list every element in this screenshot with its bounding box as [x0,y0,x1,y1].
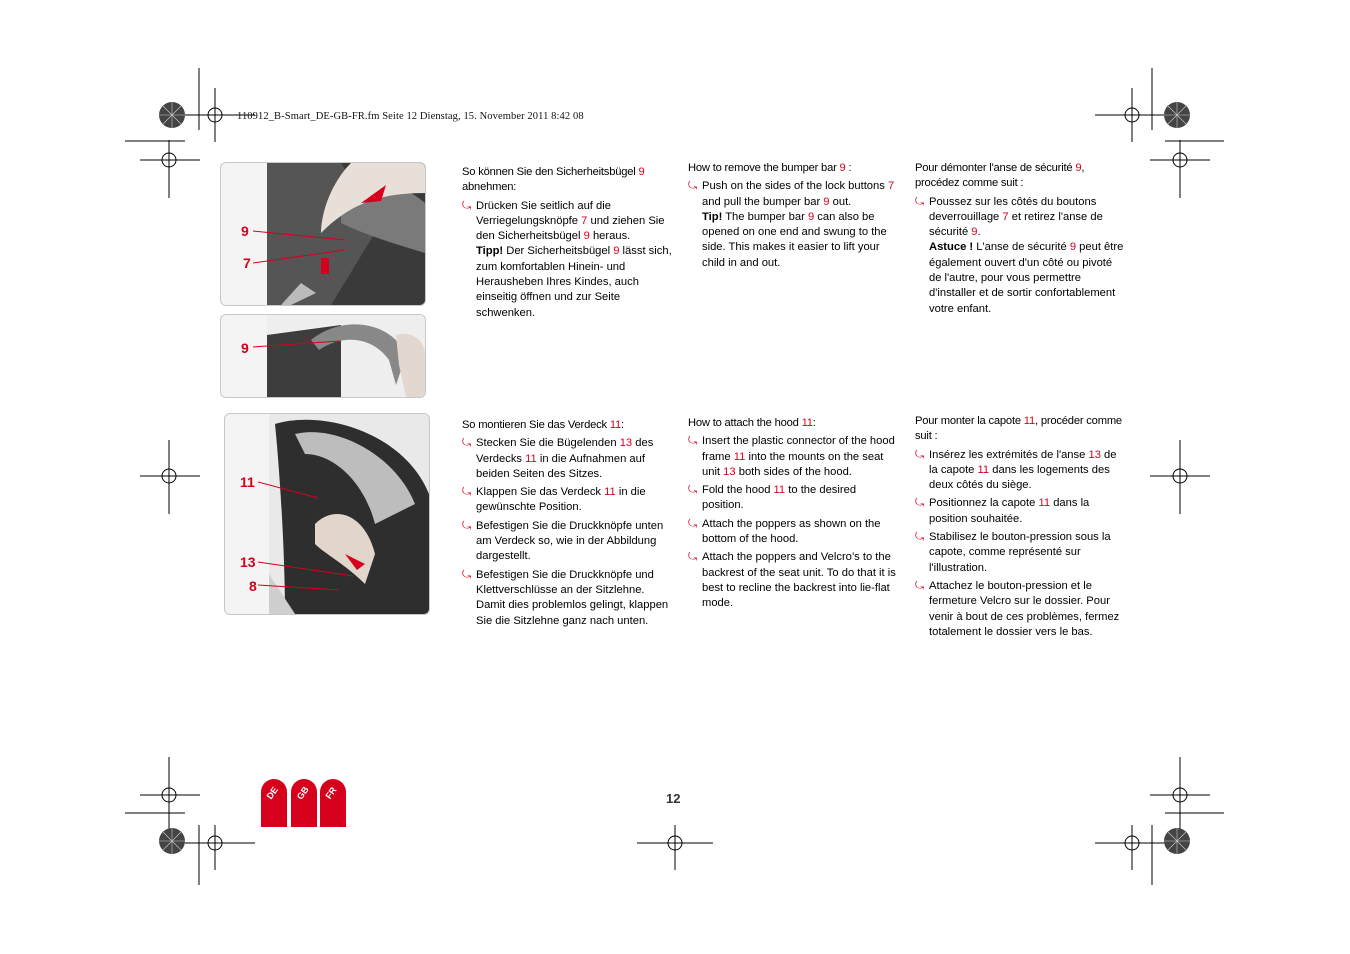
section-heading: So montieren Sie das Verdeck 11: [462,419,624,431]
callout-leader-lines-3 [258,478,378,598]
step-arrow-icon: ⤿ [915,448,925,461]
instruction-item: ⤿ Poussez sur les côtés du boutons deverrouillage 7 et retirez l'anse de sécurité 9. Astuce ! L'anse de sécurité 9 peut être également ouvert d'un côté ou pivoté de l'autre, pour vous permettre d'installer et de sortir confortablement votre enfant. [915,195,1124,315]
instruction-item: ⤿ Stabilisez le bouton-pression sous la capote, comme représenté sur l'illustration. [915,531,1111,574]
instruction-item: ⤿ Drücken Sie seitlich auf die Verriegelungsknöpfe 7 und ziehen Sie den Sicherheitsbügel 9 heraus. Tipp! Der Sicherheitsbügel 9 lässt sich, zum komfortablen Hinein- und Herausheben Ihres Kindes, auch einseitig öffnen und zur Seite schwenken. [462,199,672,319]
instruction-item: ⤿ Klappen Sie das Verdeck 11 in die gewünschte Position. [462,486,646,514]
instruction-item: ⤿ Attach the poppers and Velcro’s to the backrest of the seat unit. To do that it is best to recline the backrest into lie-flat mode. [688,551,896,610]
attach-fr [915,414,1125,643]
language-tab-gb: GB [291,779,317,827]
step-arrow-icon: ⤿ [915,497,925,510]
instruction-item: ⤿ Insert the plastic connector of the hood frame 11 into the mounts on the seat unit 13 both sides of the hood. [688,435,895,478]
instruction-item: ⤿ Attach the poppers as shown on the bottom of the hood. [688,517,881,546]
instruction-item: ⤿ Befestigen Sie die Druckknöpfe und Klettverschlüsse an der Sitzlehne. Damit dies problemlos gelingt, klappen Sie die Sitzlehne ganz nach unten. [462,568,669,627]
remove-de [462,165,672,324]
step-arrow-icon: ⤿ [462,519,472,532]
callout-9-fig2: 9 [241,340,249,356]
section-heading: Pour démonter l'anse de sécurité 9, procédez comme suit : [915,162,1085,190]
callout-leader-lines-1 [250,225,470,295]
instruction-item: ⤿ Fold the hood 11 to the desired position. [688,484,857,512]
step-arrow-icon: ⤿ [462,486,472,499]
step-arrow-icon: ⤿ [915,579,925,592]
language-tab-fr: FR [320,779,346,827]
callout-13: 13 [240,554,256,570]
instruction-item: ⤿ Positionnez la capote 11 dans la position souhaitée. [915,497,1090,525]
step-arrow-icon: ⤿ [915,195,925,208]
callout-9: 9 [241,223,249,239]
instruction-item: ⤿ Befestigen Sie die Druckknöpfe unten am Verdeck so, wie in der Abbildung dargestellt. [462,519,664,563]
step-arrow-icon: ⤿ [688,180,698,193]
step-arrow-icon: ⤿ [688,435,698,448]
callout-7: 7 [243,255,251,271]
print-header: 110912_B-Smart_DE-GB-FR.fm Seite 12 Dienstag, 15. November 2011 8:42 08 [237,111,584,122]
remove-en [688,161,898,274]
callout-leader-lines-2 [250,338,350,358]
callout-8: 8 [249,578,257,594]
step-arrow-icon: ⤿ [462,437,472,450]
step-arrow-icon: ⤿ [688,551,698,564]
section-heading: How to remove the bumper bar 9 : [688,162,852,174]
remove-fr [915,161,1125,320]
section-heading: So können Sie den Sicherheitsbügel 9 abnehmen: [462,166,645,194]
section-heading: How to attach the hood 11: [688,417,816,429]
page-number: 12 [666,791,681,806]
step-arrow-icon: ⤿ [915,531,925,544]
instruction-item: ⤿ Insérez les extrémités de l'anse 13 de la capote 11 dans les logements des deux côtés du siège. [915,448,1117,492]
section-heading: Pour monter la capote 11, procéder comme suit : [915,415,1122,443]
instruction-item: ⤿ Stecken Sie die Bügelenden 13 des Verdecks 11 in die Aufnahmen auf beiden Seiten des Sitzes. [462,437,654,480]
step-arrow-icon: ⤿ [462,199,472,212]
callout-11: 11 [240,474,255,490]
instruction-item: ⤿ Attachez le bouton-pression et le fermeture Velcro sur le dossier. Pour venir à bout de ces problèmes, fermez totalement le dossier vers le bas. [915,579,1120,638]
step-arrow-icon: ⤿ [688,484,698,497]
instruction-item: ⤿ Push on the sides of the lock buttons 7 and pull the bumper bar 9 out. Tip! The bumper bar 9 can also be opened on one end and swung to the side. This makes it easier to lift your child in and out. [688,180,895,269]
step-arrow-icon: ⤿ [462,568,472,581]
step-arrow-icon: ⤿ [688,517,698,530]
language-tab-de: DE [261,779,287,827]
attach-en [688,416,898,615]
attach-de [462,418,672,632]
